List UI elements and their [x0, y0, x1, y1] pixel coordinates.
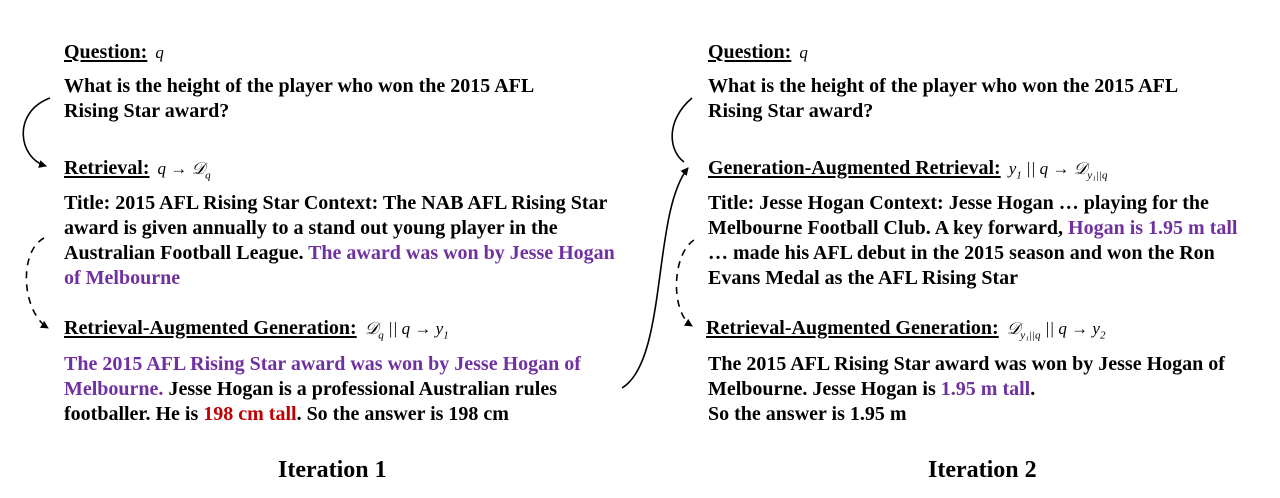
iter1-rag-plain2: . So the answer is 198 cm [296, 403, 509, 425]
iter1-question-text: What is the height of the player who won the 2015 AFL Rising Star award? [64, 75, 534, 122]
iter2-gar-math: $y_1$ || q → 𝒟$_{y_1||q}$ [1008, 159, 1108, 182]
iter1-rag-math: 𝒟$_q$ || $q \to y_1$ [364, 319, 449, 342]
iter1-rag-label: Retrieval-Augmented Generation: [64, 317, 357, 339]
iter1-rag-red: 198 cm tall [203, 403, 297, 425]
iter1-question-to-retrieval-arrow [23, 98, 50, 166]
iter1-retrieval-plain: Title: 2015 AFL Rising Star Context: The NAB AFL Rising Star award is given annually to a stand out young player in the Australian Football League. [64, 192, 608, 264]
iter1-retrieval-label: Retrieval: [64, 157, 150, 179]
iter2-gar-to-generation-arrow [676, 240, 694, 326]
iter1-question-math: q [155, 43, 164, 62]
iter1-to-iter2-arrow [622, 168, 688, 388]
iter2-footer: Iteration 2 [928, 457, 1037, 483]
iter1-retrieval-to-generation-arrow [26, 238, 48, 328]
iter2-question-label: Question: [708, 41, 792, 63]
iter2-rag-highlight: 1.95 m tall [940, 378, 1031, 400]
iter1-rag-plain1: Jesse Hogan is a professional Australian rules footballer. He is [64, 378, 557, 425]
iter1-question-label: Question: [64, 41, 148, 63]
iter2-rag-plain2: . [1030, 378, 1036, 400]
iter2-rag-label: Retrieval-Augmented Generation: [706, 317, 999, 339]
iter2-gar-label: Generation-Augmented Retrieval: [708, 157, 1001, 179]
iter1-retrieval-highlight: The award was won by Jesse Hogan of Melbourne [64, 242, 615, 289]
iter2-gar-highlight: Hogan is 1.95 m tall [1068, 217, 1238, 239]
iter2-gar-plain2: … made his AFL debut in the 2015 season and won the Ron Evans Medal as the AFL Rising Star [708, 242, 1215, 289]
iter2-rag-plain1: The 2015 AFL Rising Star award was won by Jesse Hogan of Melbourne. Jesse Hogan is [708, 353, 1225, 400]
iter2-question-math: q [799, 43, 808, 62]
iter1-retrieval-math: q → 𝒟$_q$ [157, 159, 211, 182]
iter1-footer: Iteration 1 [278, 457, 387, 483]
iter1-rag-highlight: The 2015 AFL Rising Star award was won by Jesse Hogan of Melbourne. [64, 353, 581, 400]
iter2-rag-answer: So the answer is 1.95 m [708, 403, 907, 425]
iter2-question-to-gar-arrow [672, 98, 692, 162]
iter2-question-text: What is the height of the player who won the 2015 AFL Rising Star award? [708, 75, 1178, 122]
iter2-rag-math: 𝒟$_{y_1||q}$ || $q \to y_2$ [1006, 319, 1106, 342]
iter2-gar-plain1: Title: Jesse Hogan Context: Jesse Hogan … playing for the Melbourne Football Club. A key forward, [708, 192, 1209, 239]
